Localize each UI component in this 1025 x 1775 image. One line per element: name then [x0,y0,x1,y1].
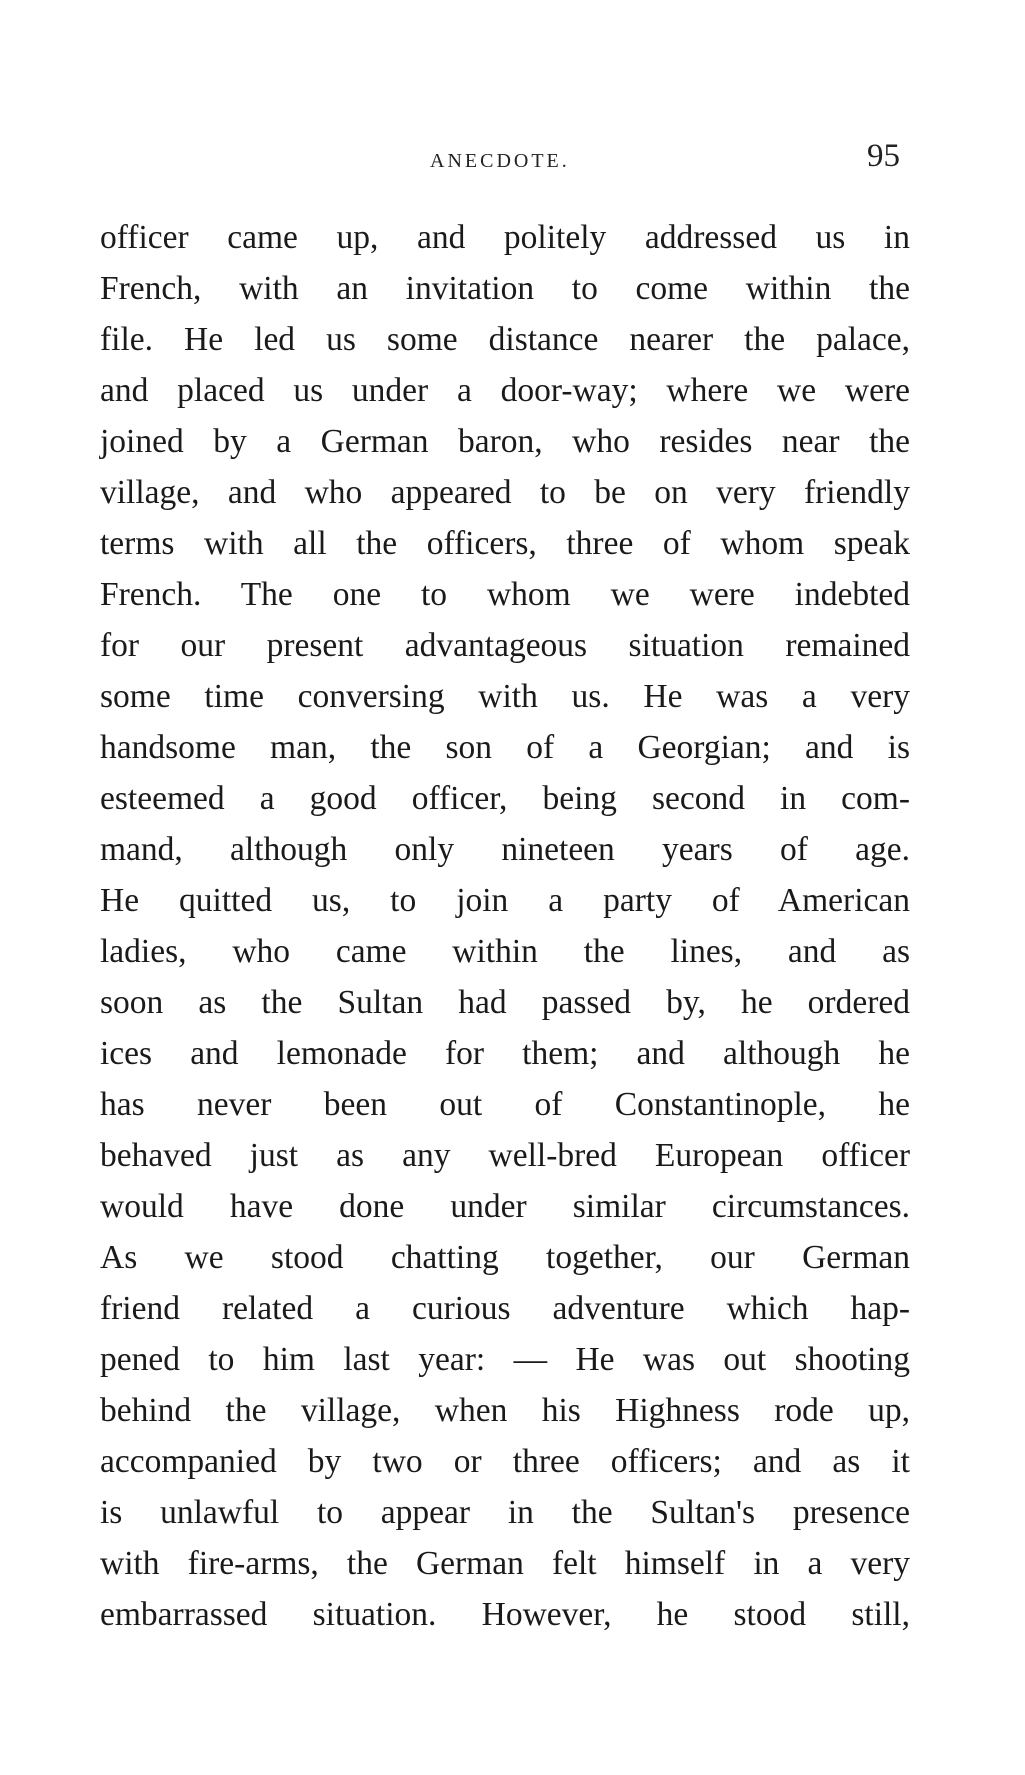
text-line: French, with an invitation to come within the [100,270,910,307]
text-line: He quitted us, to join a party of American [100,882,910,919]
page-number: 95 [867,138,900,174]
text-line: behaved just as any well-bred European officer [100,1137,910,1174]
text-line: As we stood chatting together, our German [100,1239,910,1276]
text-line: accompanied by two or three officers; and as it [100,1443,910,1480]
text-line: terms with all the officers, three of whom speak [100,525,910,562]
text-line: ladies, who came within the lines, and as [100,933,910,970]
text-line: and placed us under a door-way; where we were [100,372,910,409]
text-line: village, and who appeared to be on very friendly [100,474,910,511]
text-line: has never been out of Constantinople, he [100,1086,910,1123]
body-text [100,212,910,1640]
text-line: esteemed a good officer, being second in com- [100,780,910,817]
text-line: soon as the Sultan had passed by, he ordered [100,984,910,1021]
text-line: joined by a German baron, who resides near the [100,423,910,460]
text-line: some time conversing with us. He was a very [100,678,910,715]
text-line: behind the village, when his Highness rode up, [100,1392,910,1429]
text-line: with fire-arms, the German felt himself in a very [100,1545,910,1582]
text-line: friend related a curious adventure which hap- [100,1290,910,1327]
text-line: mand, although only nineteen years of age. [100,831,910,868]
text-line: French. The one to whom we were indebted [100,576,910,613]
text-line: pened to him last year: — He was out shooting [100,1341,910,1378]
text-line: handsome man, the son of a Georgian; and is [100,729,910,766]
text-line: would have done under similar circumstances. [100,1188,910,1225]
text-line: officer came up, and politely addressed us in [100,219,910,256]
page-header [100,138,900,178]
text-line: is unlawful to appear in the Sultan's presence [100,1494,910,1531]
running-title: ANECDOTE. [430,150,570,172]
text-line: file. He led us some distance nearer the palace, [100,321,910,358]
text-line: ices and lemonade for them; and although he [100,1035,910,1072]
text-line: for our present advantageous situation remained [100,627,910,664]
text-line: embarrassed situation. However, he stood still, [100,1596,910,1633]
